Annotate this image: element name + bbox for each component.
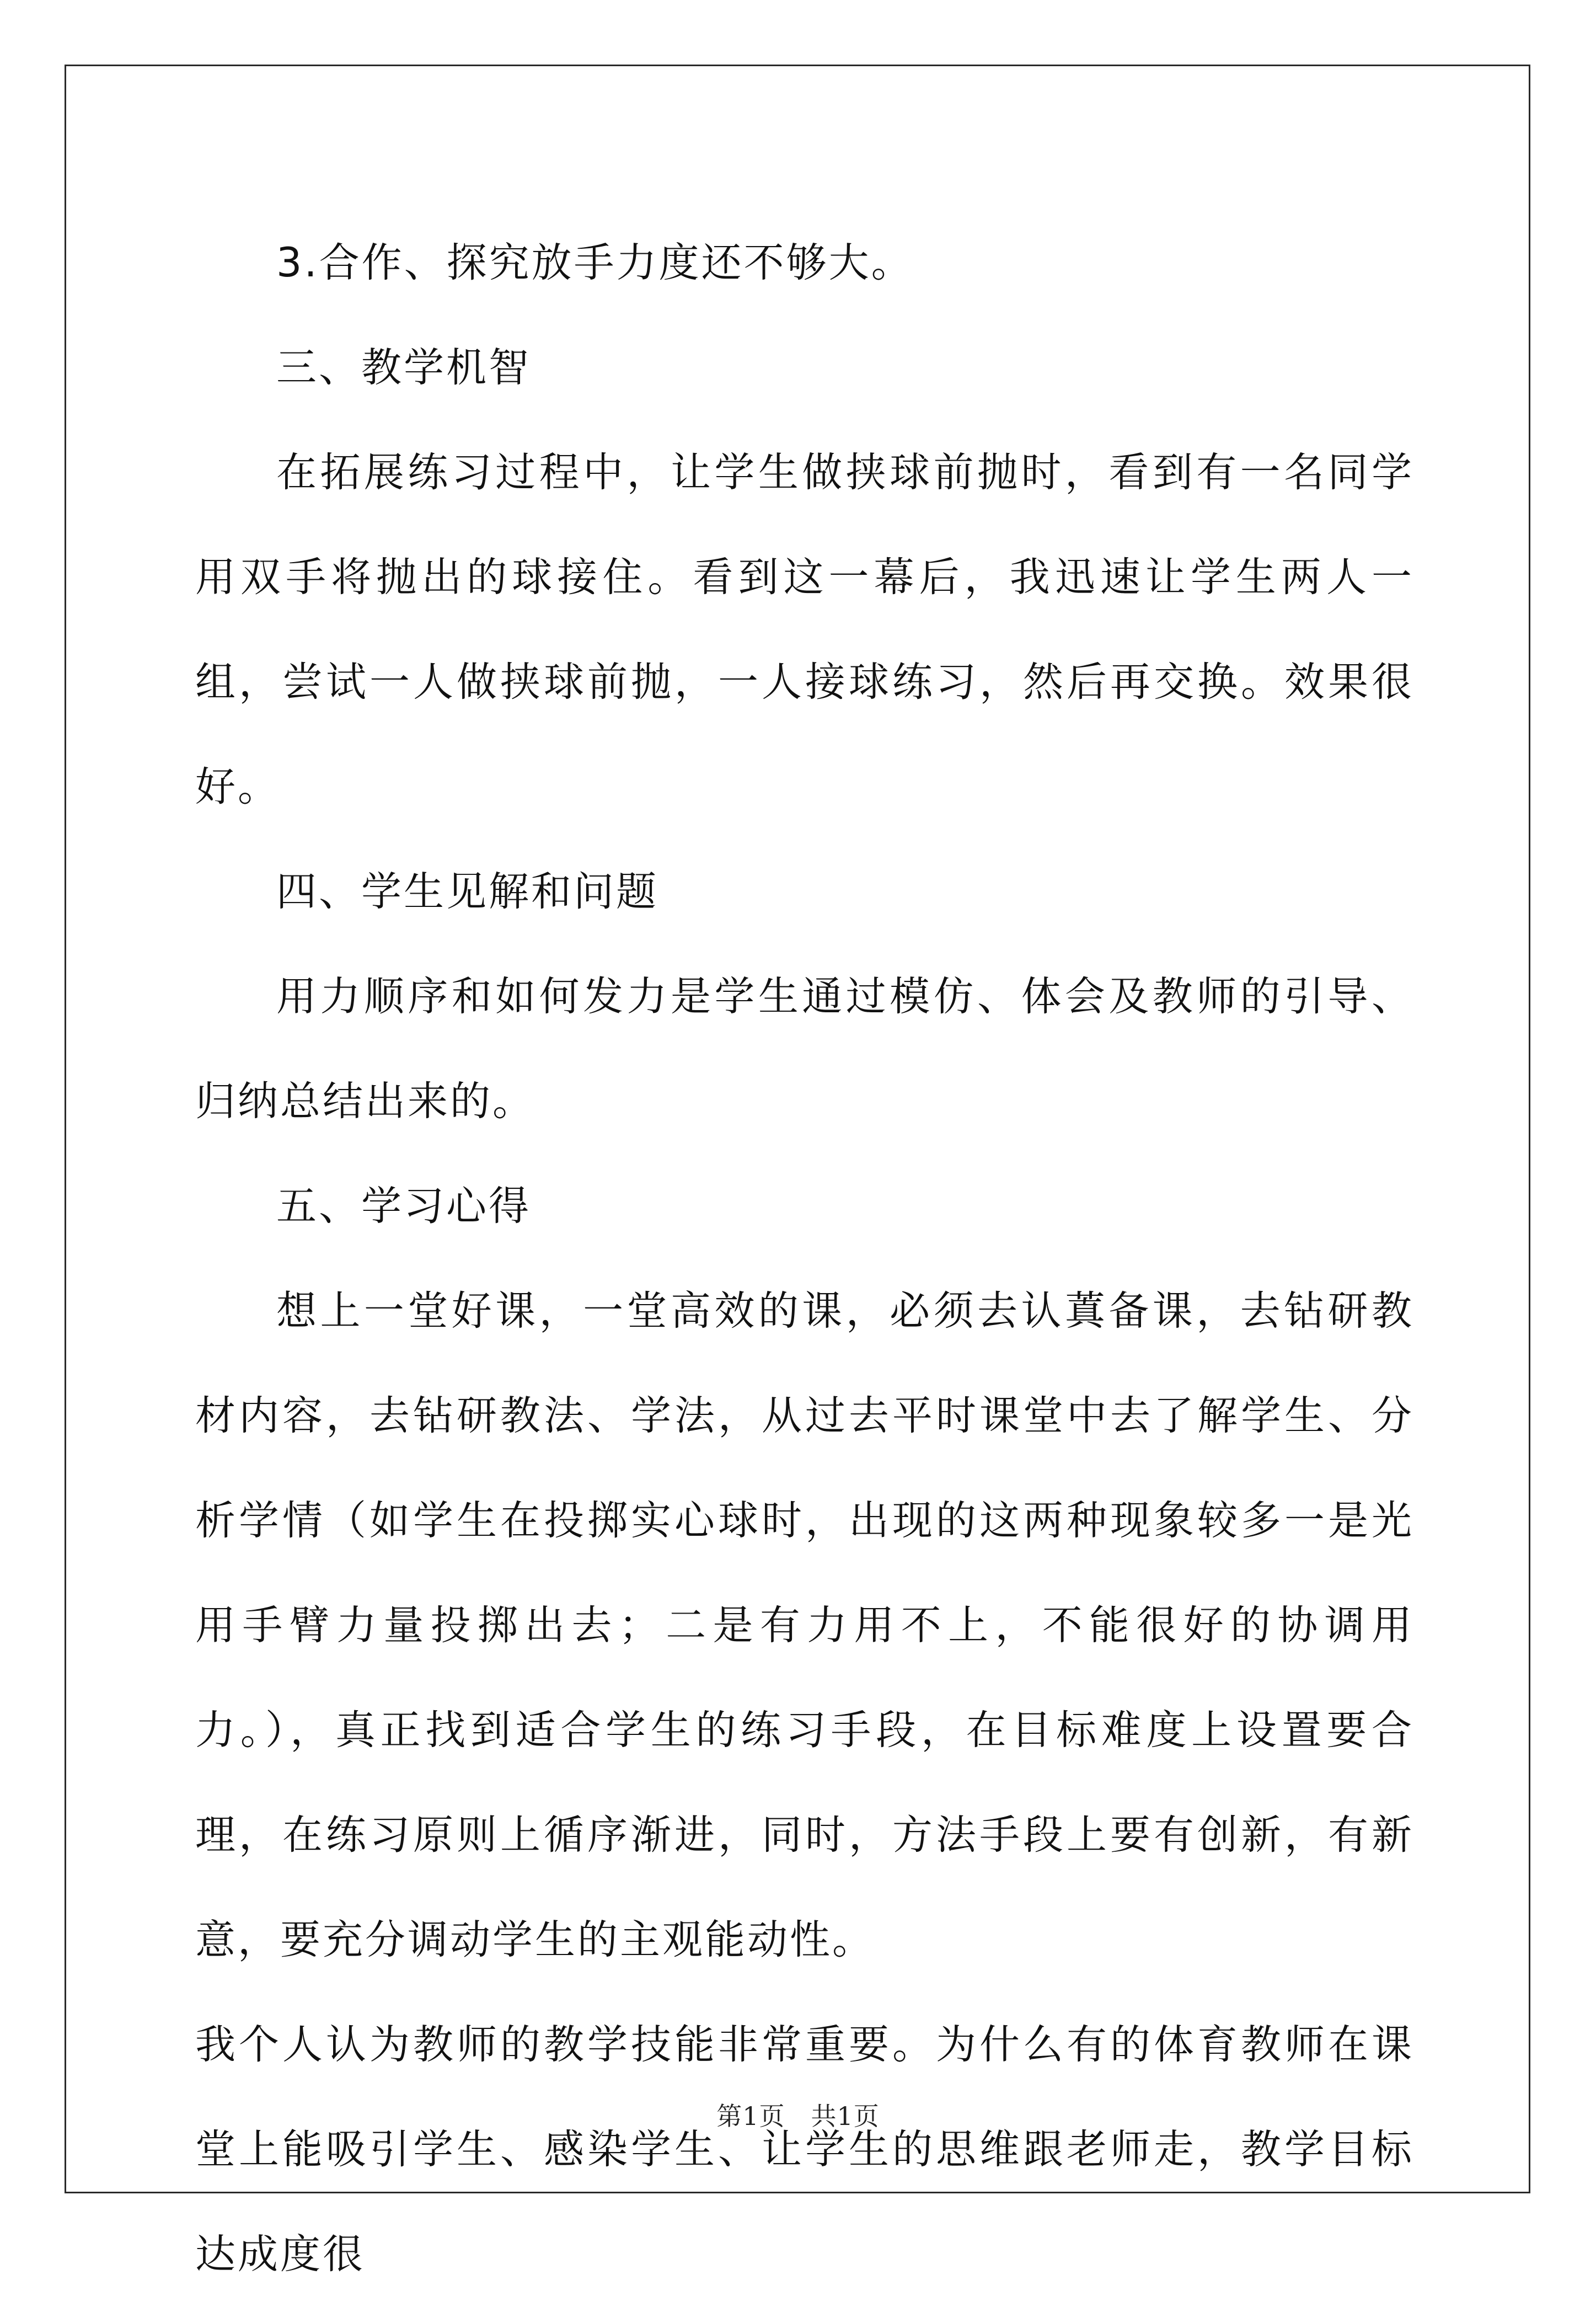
paragraph: 在拓展练习过程中，让学生做挟球前抛时，看到有一名同学用双手将抛出的球接住。看到这一幕后，我迅速让学生两人一组，尝试一人做挟球前抛，一人接球练习，然后再交换。效果很好。 [195, 449, 1414, 810]
section-heading: 四、学生见解和问题 [276, 868, 658, 915]
paragraph: 用力顺序和如何发力是学生通过模仿、体会及教师的引导、归纳总结出来的。 [195, 973, 1414, 1125]
paragraph: 3.合作、探究放手力度还不够大。 [276, 239, 914, 286]
section-heading: 三、教学机智 [276, 344, 531, 391]
page-number-footer: 第1页 共1页 [716, 2101, 880, 2131]
document-body [195, 211, 1414, 2307]
section-heading: 五、学习心得 [276, 1183, 531, 1230]
paragraph: 想上一堂好课，一堂高效的课，必须去认蒖备课，去钻研教材内容，去钻研教法、学法，从过去平时课堂中去了解学生、分析学情（如学生在投掷实心球时，出现的这两种现象较多一是光用手臂力量投掷出去；二是有力用不上，不能很好的协调用力。），真正找到适合学生的练习手段，在目标难度上设置要合理，在练习原则上循序渐进，同时，方法手段上要有创新，有新意，要充分调动学生的主观能动性。 [195, 1288, 1414, 1963]
paragraph: 我个人认为教师的教学技能非常重要。为什么有的体育教师在课堂上能吸引学生、感染学生、让学生的思维跟老师走，教学目标达成度很 [195, 2021, 1414, 2278]
